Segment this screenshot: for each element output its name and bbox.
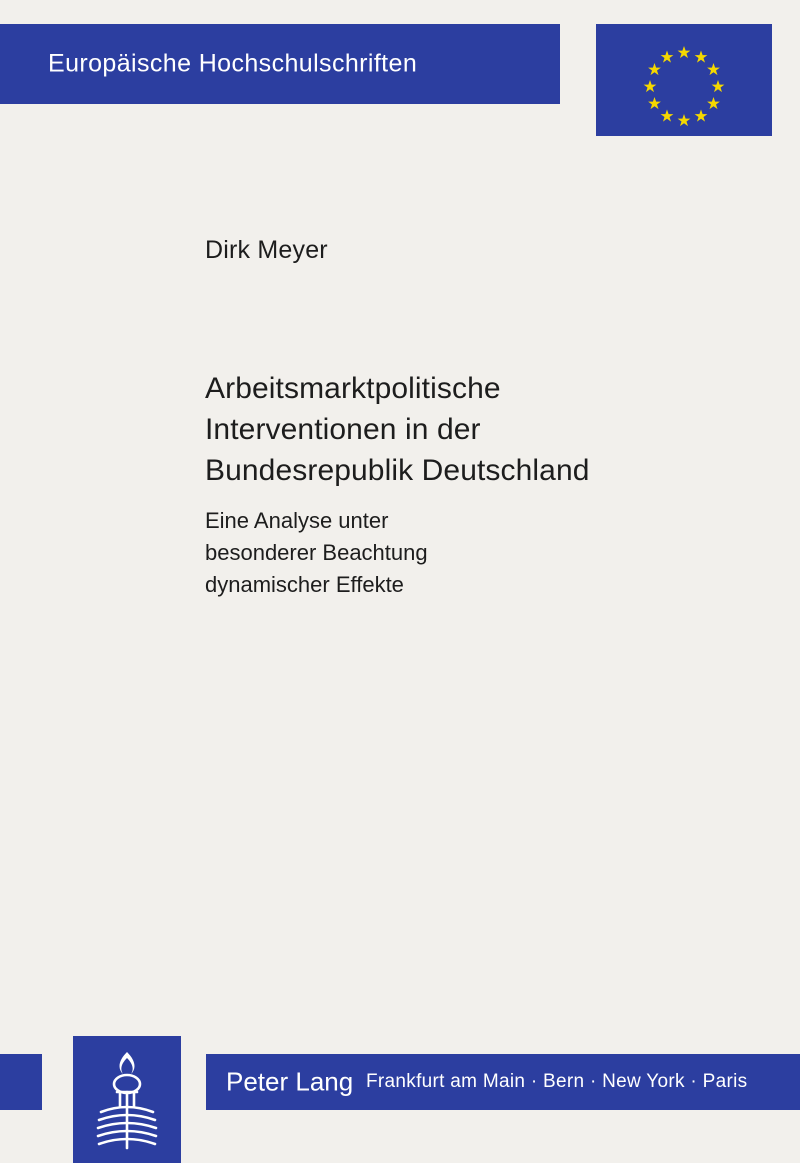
title-line-2: Interventionen in der	[205, 413, 481, 446]
series-title: Europäische Hochschulschriften	[48, 49, 418, 78]
series-banner	[0, 24, 560, 104]
book-subtitle	[205, 505, 675, 601]
book-title	[205, 368, 725, 491]
author-name: Dirk Meyer	[205, 236, 328, 264]
peter-lang-torch-logo-icon	[73, 1036, 181, 1163]
decorative-block	[0, 1054, 42, 1110]
publisher-name: Peter Lang	[226, 1066, 354, 1097]
subtitle-line-1: Eine Analyse unter	[205, 508, 389, 533]
subtitle-line-3: dynamischer Effekte	[205, 572, 404, 597]
publisher-banner	[206, 1054, 800, 1110]
eu-flag-icon	[596, 24, 772, 136]
subtitle-line-2: besonderer Beachtung	[205, 540, 428, 565]
publisher-cities: Frankfurt am Main · Bern · New York · Paris	[366, 1071, 748, 1092]
title-line-3: Bundesrepublik Deutschland	[205, 454, 590, 487]
title-line-1: Arbeitsmarktpolitische	[205, 372, 501, 405]
